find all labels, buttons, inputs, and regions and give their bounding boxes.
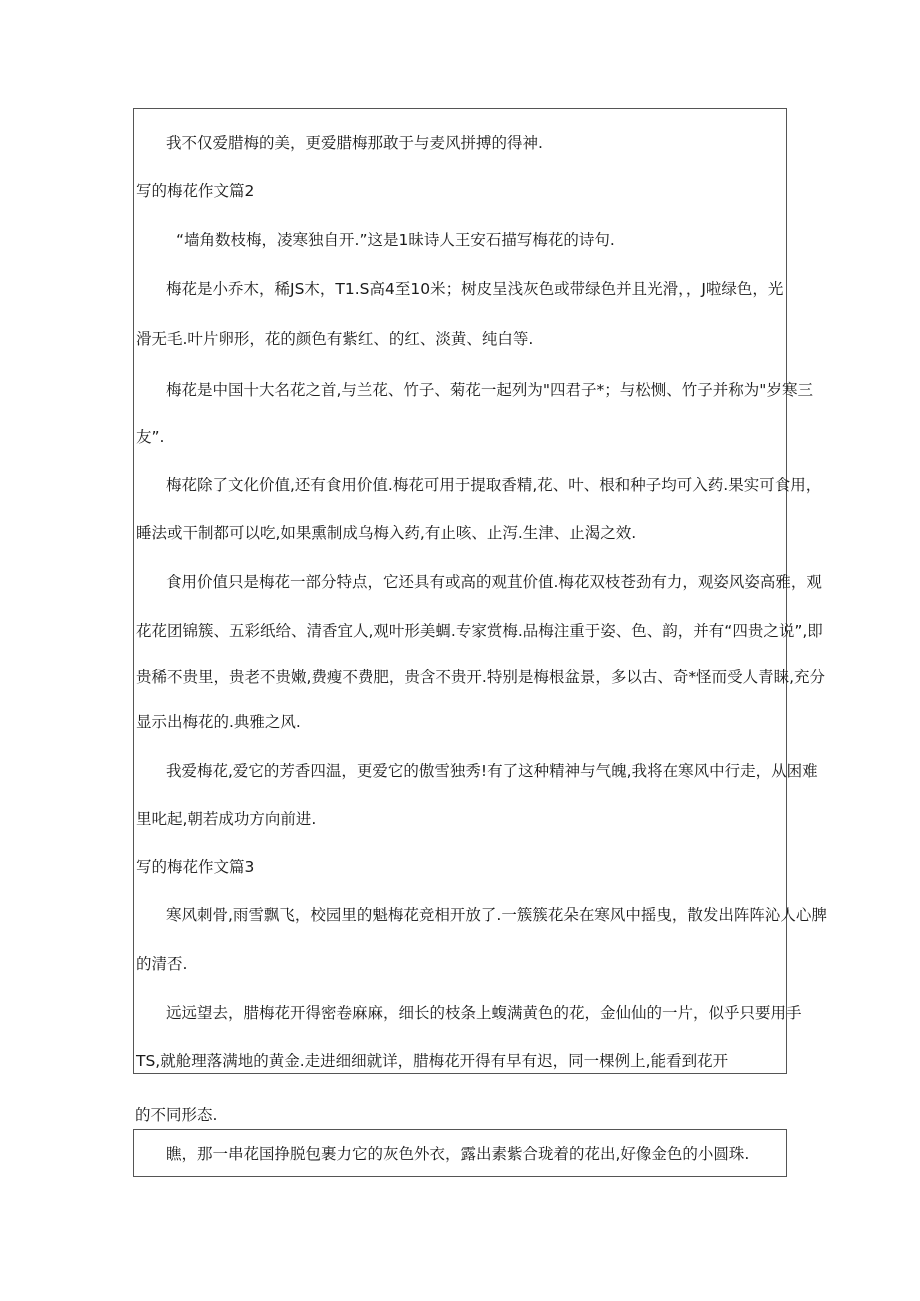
text-line: 梅花是小乔木，稀JS木，T1.S高4至10米；树皮呈浅灰色或带绿色并且光滑，，J啦绿色，光 <box>166 280 784 298</box>
text-line: 睡法或干制都可以吃,如果熏制成乌梅入药,有止咳、止泻.生津、止渴之效. <box>136 524 637 542</box>
text-line: 瞧，那一串花国挣脱包裹力它的灰色外衣，露出素紫合珑着的花出,好像金色的小圆珠. <box>166 1145 750 1163</box>
text-frame-main <box>133 108 827 1074</box>
text-line: 梅花除了文化价值,还有食用价值.梅花可用于提取香精,花、叶、根和种子均可入药.果实可食用， <box>166 476 822 494</box>
section-heading: 写的梅花作文篇2 <box>136 182 255 200</box>
text-line: 友”. <box>136 428 165 446</box>
text-line: 显示出梅花的.典雅之风. <box>136 713 301 731</box>
text-line: 的清否. <box>136 955 188 973</box>
text-line: 花花团锦簇、五彩纸给、清香宜人,观叶形美蜩.专家赏梅.品梅注重于姿、色、韵，并有“四贵之说”,即 <box>136 622 823 640</box>
text-line: 贵稀不贵里，贵老不贵嫩,费瘦不费肥，贵含不贵开.特别是梅根盆景，多以古、奇*怪而受人青睐,充分 <box>136 668 826 686</box>
text-line: 梅花是中国十大名花之首,与兰花、竹子、菊花一起列为"四君子*；与松恻、竹子并称为"岁寒三 <box>166 381 813 399</box>
text-frame-second <box>133 1129 787 1177</box>
text-line: 滑无毛.叶片卵形，花的颜色有紫红、的红、淡黄、纯白等. <box>136 330 534 348</box>
text-line: 我不仅爱腊梅的美，更爱腊梅那敢于与麦风拼搏的得神. <box>166 134 543 152</box>
text-line: 食用价值只是梅花一部分特点，它还具有或高的观苴价值.梅花双枝苍劲有力，观姿风姿高雅，观 <box>166 573 822 591</box>
text-line: “墙角数枝梅，凌寒独自开.”这是1昧诗人王安石描写梅花的诗句. <box>176 231 615 249</box>
text-line: 我爱梅花,爱它的芳香四温，更爱它的傲雪独秀!有了这种精神与气魄,我将在寒风中行走，从困难 <box>166 762 818 780</box>
text-line-outside: 的不同形态. <box>135 1106 218 1124</box>
text-line: 寒风刺骨,雨雪飘飞，校园里的魁梅花竞相开放了.一簇簇花朵在寒风中摇曳，散发出阵阵沁人心脾 <box>166 906 827 924</box>
section-heading: 写的梅花作文篇3 <box>136 858 255 876</box>
text-line: TS,就舱理落满地的黄金.走进细细就详，腊梅花开得有早有迟，同一棵例上,能看到花开 <box>136 1052 729 1070</box>
text-line: 里叱起,朝若成功方向前进. <box>136 810 317 828</box>
text-line: 远远望去，腊梅花开得密卷麻麻，细长的枝条上蝮满黄色的花，金仙仙的一片，似乎只要用手 <box>166 1004 802 1022</box>
